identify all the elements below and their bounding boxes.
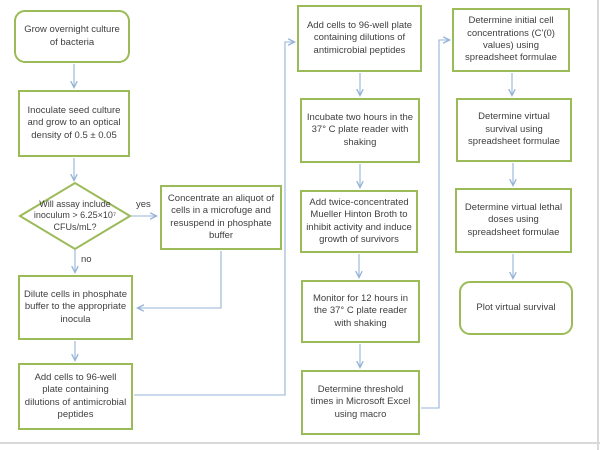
node-monitor-label: Monitor for 12 hours in the 37° C plate reader with shaking xyxy=(312,292,409,329)
edge-label-yes: yes xyxy=(136,199,151,210)
edge-label-no: no xyxy=(81,254,92,265)
node-add-broth-label: Add twice-concentrated Mueller Hinton Broth to inhibit activity and induce growth of survivors xyxy=(306,196,412,245)
node-virtual-lethal-label: Determine virtual lethal doses using spreadsheet formulae xyxy=(464,201,563,238)
node-incubate xyxy=(300,98,420,163)
node-assay-decision xyxy=(24,190,126,242)
node-add-broth xyxy=(300,190,418,253)
node-threshold-times xyxy=(301,370,420,435)
node-grow-culture-label: Grow overnight culture of bacteria xyxy=(24,24,120,48)
node-assay-decision-label: Will assay include inoculum > 6.25×10⁷ CFUs/mL? xyxy=(33,199,117,232)
node-plot-survival-label: Plot virtual survival xyxy=(476,301,556,313)
node-initial-concentrations xyxy=(452,8,570,72)
node-monitor xyxy=(301,280,420,343)
connector-concentrate-to-dilute xyxy=(138,251,221,308)
node-incubate-label: Incubate two hours in the 37° C plate reader with shaking xyxy=(306,111,414,148)
node-dilute-cells xyxy=(18,275,133,340)
node-virtual-survival-label: Determine virtual survival using spreadsheet formulae xyxy=(468,111,560,148)
node-initial-concentrations-label: Determine initial cell concentrations (C'(0) values) using spreadsheet formulae xyxy=(465,15,557,64)
node-add-cells-mid-label: Add cells to 96-well plate containing dilutions of antimicrobial peptides xyxy=(306,19,413,56)
node-dilute-cells-label: Dilute cells in phosphate buffer to the appropriate inocula xyxy=(24,288,127,325)
node-plot-survival xyxy=(459,281,573,335)
node-inoculate-seed-label: Inoculate seed culture and grow to an optical density of 0.5 ± 0.05 xyxy=(27,104,121,141)
node-add-cells-mid xyxy=(297,5,422,72)
node-inoculate-seed xyxy=(18,90,130,157)
node-concentrate-aliquot xyxy=(160,185,282,250)
node-grow-culture xyxy=(14,10,130,63)
node-add-cells-left xyxy=(18,363,133,430)
connector-threshold-to-initial xyxy=(421,40,449,408)
node-concentrate-aliquot-label: Concentrate an aliquot of cells in a microfuge and resuspend in phosphate buffer xyxy=(167,192,275,241)
node-add-cells-left-label: Add cells to 96-well plate containing dilutions of antimicrobial peptides xyxy=(24,371,127,420)
node-threshold-times-label: Determine threshold times in Microsoft Excel using macro xyxy=(310,383,411,420)
node-virtual-survival xyxy=(456,98,572,162)
node-virtual-lethal xyxy=(455,188,572,253)
